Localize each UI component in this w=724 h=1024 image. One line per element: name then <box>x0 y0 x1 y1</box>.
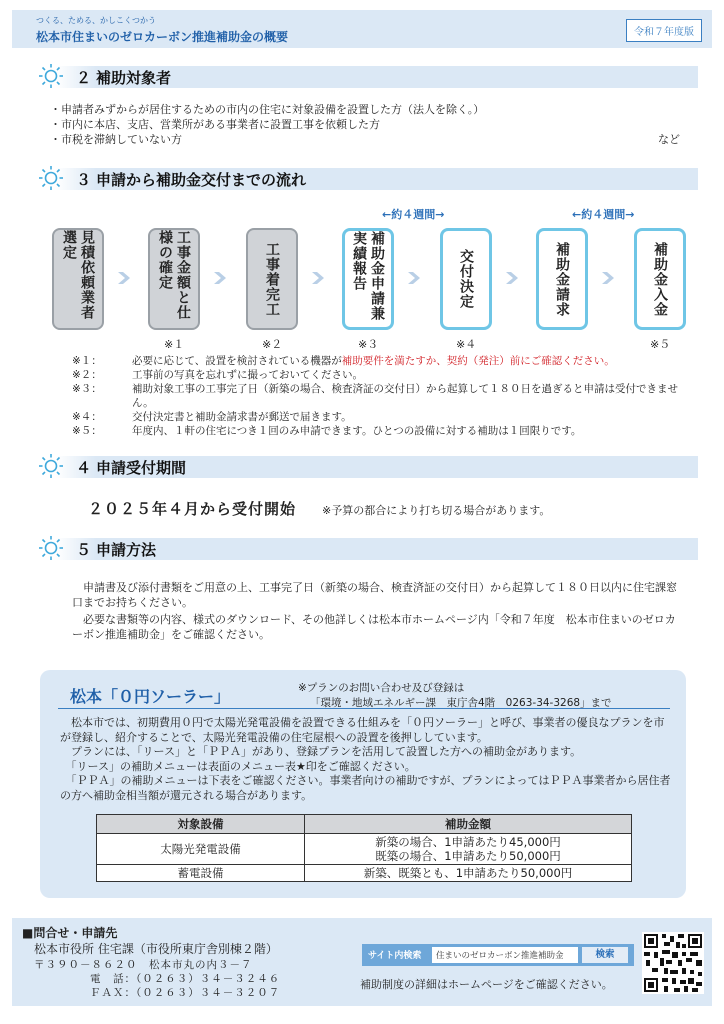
page-title: 松本市住まいのゼロカーボン推進補助金の概要 <box>36 30 289 44</box>
period-note: ※予算の都合により打ち切る場合があります。 <box>322 504 551 517</box>
flow-step-note: ※４ <box>456 338 477 351</box>
flow-step-note: ※３ <box>358 338 379 351</box>
flow-step <box>440 228 492 330</box>
eligibility-list <box>50 102 484 147</box>
eligibility-item: ・市税を滞納していない方 <box>50 133 182 146</box>
note-item <box>72 354 692 368</box>
table-header-row <box>97 815 632 834</box>
section-heading-flow <box>36 168 698 190</box>
note-text: 交付決定書と補助金請求書が郵送で届きます。 <box>132 411 352 423</box>
note-key: ※５： <box>72 425 102 437</box>
period-label: ←約４週間→ <box>382 208 445 221</box>
section-number: ２ <box>76 69 92 87</box>
sun-icon <box>38 63 64 89</box>
contact-fax: ＦＡＸ：（０２６３）３４－３２０７ <box>90 987 281 999</box>
table-header: 補助金額 <box>305 815 632 834</box>
table-row <box>97 865 632 882</box>
subsidy-table <box>96 814 632 882</box>
note-warning: 補助要件を満たすか、契約（発注）前にご確認ください。 <box>341 355 615 367</box>
chevron-right-icon <box>310 270 326 286</box>
note-key: ※３： <box>72 383 102 395</box>
amount-line: 新築、既築とも、1申請あたり50,000円 <box>363 866 573 880</box>
table-cell: 太陽光発電設備 <box>97 834 305 865</box>
note-key: ※１： <box>72 355 102 367</box>
table-cell <box>305 865 632 882</box>
method-paragraph: 申請書及び添付書類をご用意の上、工事完了日（新築の場合、検査済証の交付日）から起算して１８０日以内に住宅課窓口までお持ちください。 <box>72 581 677 609</box>
contact-heading: ■問合せ・申請先 <box>22 926 118 940</box>
flow-step-label: 補助金請求 <box>554 241 570 317</box>
section-title: 申請受付期間 <box>96 459 187 477</box>
section-title: 補助対象者 <box>96 69 172 87</box>
flow-step <box>148 228 200 330</box>
application-period: ２０２５年４月から受付開始 <box>88 500 297 518</box>
chevron-right-icon <box>406 270 422 286</box>
solar-paragraph: プランには、「リース」と「ＰＰＡ」があり、登録プランを活用して設置した方への補助金があります。 <box>60 745 582 758</box>
flow-step-label: 見積依頼業者選定 <box>61 230 95 320</box>
homepage-note: 補助制度の詳細はホームページをご確認ください。 <box>360 978 613 991</box>
chevron-right-icon <box>116 270 132 286</box>
solar-paragraph: 松本市では、初期費用０円で太陽光発電設備を設置できる仕組みを「０円ソーラー」と呼び、事業者の優良なプランを市が登録し、紹介することで、太陽光発電設備の住宅屋根への設置を後押ししています。 <box>60 716 665 744</box>
flow-step-label: 工事金額と仕様の確定 <box>157 230 191 320</box>
search-label: サイト内検索 <box>368 951 422 961</box>
table-row <box>97 834 632 865</box>
flow-step-note: ※１ <box>164 338 185 351</box>
section-title: 申請方法 <box>96 541 157 559</box>
divider <box>58 708 670 709</box>
flow-step-label: 交付決定 <box>458 249 474 309</box>
contact-org: 松本市役所 住宅課（市役所東庁舎別棟２階） <box>34 942 278 956</box>
note-item <box>72 410 692 424</box>
section-number: ３ <box>76 171 92 189</box>
table-cell <box>305 834 632 865</box>
sun-icon <box>38 535 64 561</box>
contact-address: 〒３９０－８６２０ 松本市丸の内３－７ <box>34 959 253 971</box>
solar-paragraph: 「リース」の補助メニューは表面のメニュー表★印をご確認ください。 <box>60 759 416 773</box>
flow-step <box>634 228 686 330</box>
solar-paragraph: 「ＰＰＡ」の補助メニューは下表をご確認ください。事業者向けの補助ですが、プランによってはＰＰＡ事業者から居住者の方へ補助金相当額が還元される場合があります。 <box>60 774 671 802</box>
solar-title: 松本「０円ソーラー」 <box>70 687 231 706</box>
flow-step-label: 工事着完工 <box>264 241 280 317</box>
flow-step-label: 補助金入金 <box>652 241 668 317</box>
zero-yen-solar-box <box>40 670 686 898</box>
note-key: ※２： <box>72 369 102 381</box>
search-button[interactable]: 検索 <box>582 947 628 963</box>
qr-code-icon[interactable] <box>642 932 704 994</box>
year-badge: 令和７年度版 <box>626 19 702 42</box>
section-title: 申請から補助金交付までの流れ <box>96 171 307 189</box>
page-header <box>12 10 712 48</box>
table-cell: 蓄電設備 <box>97 865 305 882</box>
solar-contact-intro: ※プランのお問い合わせ及び登録は <box>298 682 465 694</box>
flow-step-note: ※２ <box>262 338 283 351</box>
flow-step <box>342 228 394 330</box>
section-heading-period <box>36 456 698 478</box>
section-heading-method <box>36 538 698 560</box>
contact-footer <box>12 918 712 1006</box>
flow-step <box>52 228 104 330</box>
chevron-right-icon <box>212 270 228 286</box>
section-number: ５ <box>76 541 92 559</box>
eligibility-item: ・申請者みずからが居住するための市内の住宅に対象設備を設置した方（法人を除く。） <box>50 103 485 116</box>
solar-description <box>60 716 672 803</box>
note-item <box>72 424 692 438</box>
contact-tel: 電 話：（０２６３）３４－３２４６ <box>90 973 281 985</box>
note-key: ※４： <box>72 411 102 423</box>
amount-line: 既築の場合、1申請あたり50,000円 <box>375 849 561 863</box>
chevron-right-icon <box>504 270 520 286</box>
eligibility-etc: など <box>658 133 680 146</box>
note-text: 年度内、１軒の住宅につき１回のみ申請できます。ひとつの設備に対する補助は１回限りです。 <box>132 425 582 437</box>
sun-icon <box>38 165 64 191</box>
period-label: ←約４週間→ <box>572 208 635 221</box>
chevron-right-icon <box>600 270 616 286</box>
note-text: 補助対象工事の工事完了日（新築の場合、検査済証の交付日）から起算して１８０日を過ぎると申請は受付できません。 <box>132 383 678 409</box>
site-search-bar <box>362 944 634 966</box>
tagline: つくる、ためる、かしこくつかう <box>36 16 156 25</box>
flow-step <box>536 228 588 330</box>
section-number: ４ <box>76 459 92 477</box>
search-input[interactable]: 住まいのゼロカーボン推進補助金 <box>432 947 578 963</box>
eligibility-item: ・市内に本店、支店、営業所がある事業者に設置工事を依頼した方 <box>50 118 380 131</box>
note-text: 工事前の写真を忘れずに撮っておいてください。 <box>132 369 363 381</box>
method-paragraph: 必要な書類等の内容、様式のダウンロード、その他詳しくは松本市ホームページ内「令和７年度 松本市住まいのゼロカーボン推進補助金」をご確認ください。 <box>72 613 676 641</box>
solar-contact: 「環境・地域エネルギー課 東庁舎4階 0263-34-3268」まで <box>310 697 612 709</box>
table-header: 対象設備 <box>97 815 305 834</box>
sun-icon <box>38 453 64 479</box>
flow-step-label: 補助金申請兼実績報告 <box>351 231 385 321</box>
note-item <box>72 368 692 382</box>
section-heading-eligibility <box>36 66 698 88</box>
flow-notes <box>72 354 692 438</box>
amount-line: 新築の場合、1申請あたり45,000円 <box>375 835 561 849</box>
note-text: 必要に応じて、設置を検討されている機器が <box>132 355 342 367</box>
note-item <box>72 382 692 410</box>
contact-address-block <box>34 958 280 1000</box>
flow-step-note: ※５ <box>650 338 671 351</box>
flow-step <box>246 228 298 330</box>
